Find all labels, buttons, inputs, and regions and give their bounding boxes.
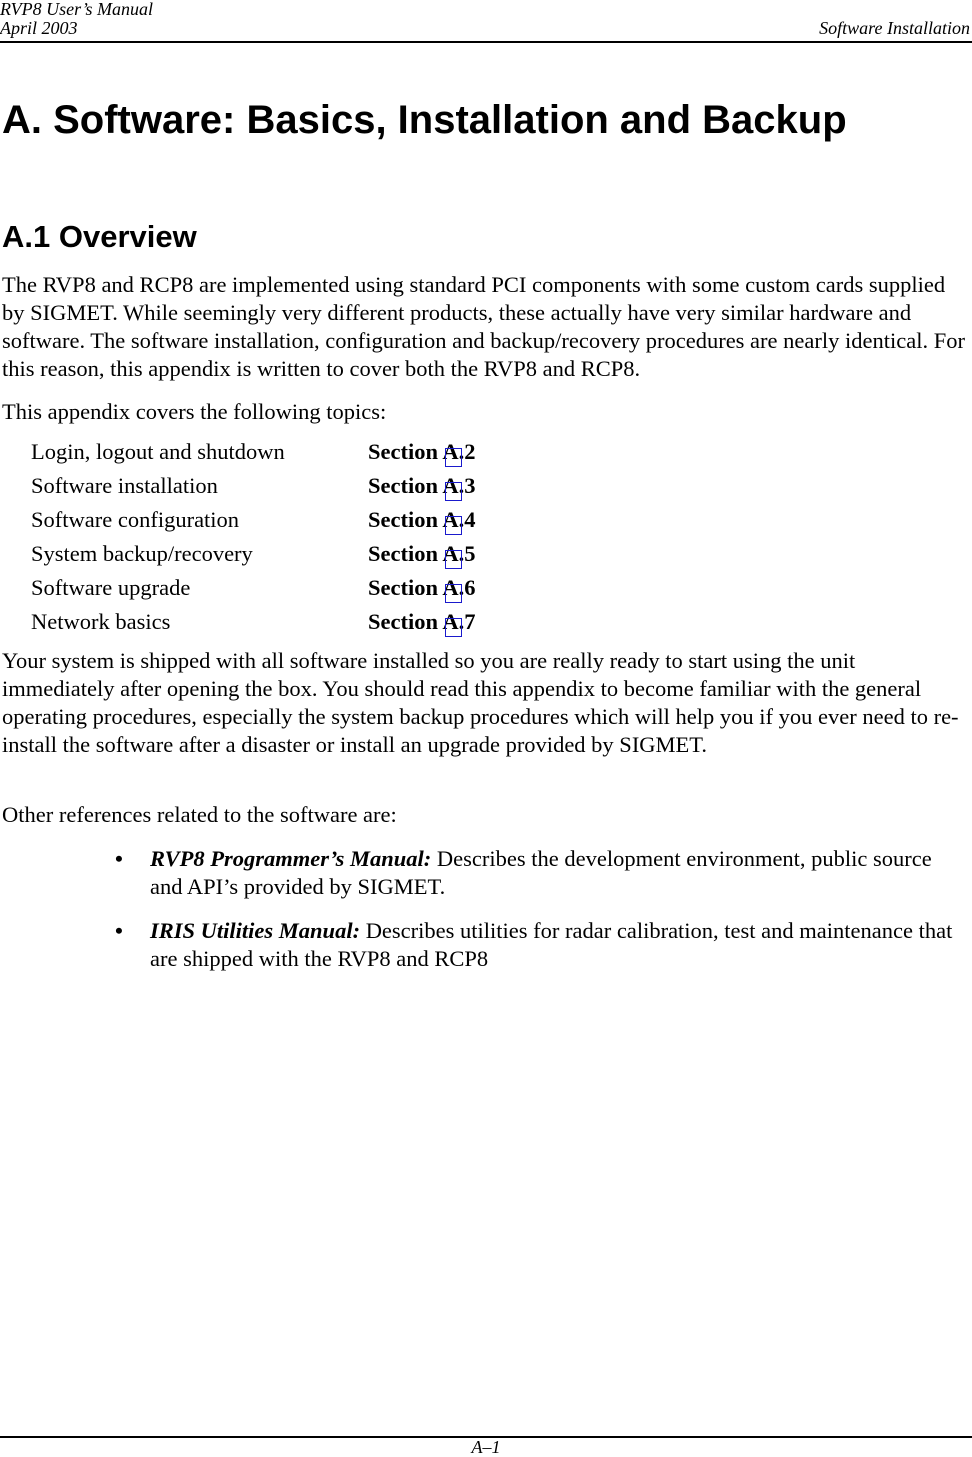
- link-box[interactable]: [445, 550, 462, 569]
- link-box[interactable]: [445, 516, 462, 535]
- running-header-left: [0, 0, 153, 38]
- topic-section-link[interactable]: Section A.3: [368, 473, 476, 498]
- header-rule: [0, 41, 972, 43]
- running-header-section: Software Installation: [819, 18, 970, 38]
- reference-title: IRIS Utilities Manual:: [150, 918, 361, 943]
- reference-item: [150, 917, 960, 973]
- page-number: A–1: [471, 1437, 501, 1457]
- topic-label: Software configuration: [31, 507, 240, 532]
- intro-paragraph: The RVP8 and RCP8 are implemented using standard PCI components with some custom cards supplied by SIGMET. While seemingly very different products, these actually have very similar hardware and software. The software installation, configuration and backup/recovery procedures are nearly identical. For this reason, this appendix is written to cover both the RVP8 and RCP8.: [2, 272, 965, 381]
- reference-item: [150, 845, 960, 901]
- manual-title: RVP8 User’s Manual: [0, 0, 153, 19]
- link-box[interactable]: [445, 448, 462, 467]
- topic-section-link[interactable]: Section A.5: [368, 541, 476, 566]
- topic-label: System backup/recovery: [31, 541, 253, 566]
- topics-intro: This appendix covers the following topics:: [2, 399, 387, 424]
- reference-description: Describes utilities for radar calibration, test and maintenance that are shipped with the RVP8 and RCP8: [150, 918, 953, 971]
- section-title: A.1 Overview: [2, 219, 197, 254]
- references-intro: Other references related to the software are:: [2, 802, 397, 827]
- topic-label: Software upgrade: [31, 575, 191, 600]
- link-box[interactable]: [445, 584, 462, 603]
- manual-date: April 2003: [0, 18, 78, 38]
- reference-description: Describes the development environment, public source and API’s provided by SIGMET.: [150, 846, 932, 899]
- chapter-title: A. Software: Basics, Installation and Backup: [2, 98, 847, 142]
- bullet-icon: •: [115, 918, 123, 943]
- topic-label: Software installation: [31, 473, 218, 498]
- topic-section-link[interactable]: Section A.2: [368, 439, 476, 464]
- topic-section-link[interactable]: Section A.6: [368, 575, 476, 600]
- link-box[interactable]: [445, 618, 462, 637]
- shipped-paragraph: Your system is shipped with all software installed so you are really ready to start using the unit immediately after opening the box. You should read this appendix to become familiar with the general operating procedures, especially the system backup procedures which will help you if you ever need to re-install the software after a disaster or install an upgrade provided by SIGMET.: [2, 648, 959, 757]
- topic-label: Login, logout and shutdown: [31, 439, 285, 464]
- reference-title: RVP8 Programmer’s Manual:: [150, 846, 432, 871]
- bullet-icon: •: [115, 846, 123, 871]
- link-box[interactable]: [445, 482, 462, 501]
- topic-section-link[interactable]: Section A.7: [368, 609, 476, 634]
- topic-section-link[interactable]: Section A.4: [368, 507, 476, 532]
- topic-label: Network basics: [31, 609, 171, 634]
